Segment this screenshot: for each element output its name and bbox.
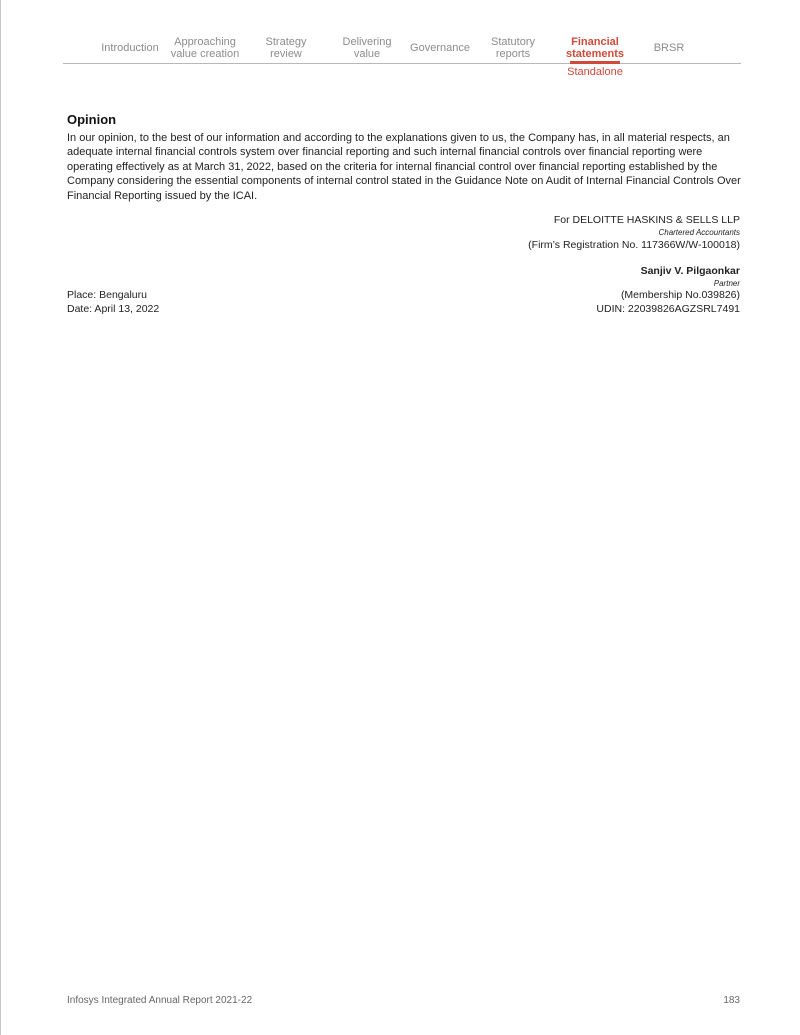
udin: UDIN: 22039826AGZSRL7491 bbox=[596, 303, 740, 315]
place: Place: Bengaluru bbox=[67, 289, 147, 301]
section-nav bbox=[63, 34, 741, 64]
nav-divider bbox=[63, 63, 741, 64]
nav-introduction[interactable]: Introduction bbox=[101, 42, 159, 54]
firm-role: Chartered Accountants bbox=[658, 228, 740, 237]
nav-brsr[interactable]: BRSR bbox=[653, 42, 685, 54]
signatory-role: Partner bbox=[713, 279, 740, 288]
date: Date: April 13, 2022 bbox=[67, 303, 160, 315]
nav-governance[interactable]: Governance bbox=[410, 42, 470, 54]
footer-report-title: Infosys Integrated Annual Report 2021-22 bbox=[67, 995, 253, 1006]
nav-strategy-review[interactable]: Strategy review bbox=[265, 36, 307, 60]
nav-approaching-value-creation[interactable]: Approaching value creation bbox=[170, 36, 240, 60]
page-edge-rule bbox=[0, 0, 1, 1035]
subtab-standalone[interactable]: Standalone bbox=[567, 66, 623, 78]
firm-registration: (Firm’s Registration No. 117366W/W-100018) bbox=[528, 239, 740, 251]
signatory-name: Sanjiv V. Pilgaonkar bbox=[640, 265, 740, 277]
firm-name: For DELOITTE HASKINS & SELLS LLP bbox=[553, 214, 740, 226]
page-number: 183 bbox=[723, 995, 740, 1006]
nav-statutory-reports[interactable]: Statutory reports bbox=[490, 36, 536, 60]
nav-delivering-value[interactable]: Delivering value bbox=[342, 36, 392, 60]
opinion-paragraph: In our opinion, to the best of our information and according to the explanations given to us, the Company has, in all material respects, an adequate internal financial controls system over financial reporting and such internal financial controls over financial reporting were operating effectively as at March 31, 2022, based on the criteria for internal financial control over financial reporting established by the Company considering the essential components of internal control stated in the Guidance Note on Audit of Internal Financial Controls Over Financial Reporting issued by the ICAI. bbox=[67, 132, 741, 202]
section-heading: Opinion bbox=[67, 112, 117, 127]
nav-financial-statements[interactable]: Financial statements bbox=[565, 36, 625, 60]
membership-number: (Membership No.039826) bbox=[620, 289, 740, 301]
active-tab-indicator bbox=[570, 61, 620, 64]
